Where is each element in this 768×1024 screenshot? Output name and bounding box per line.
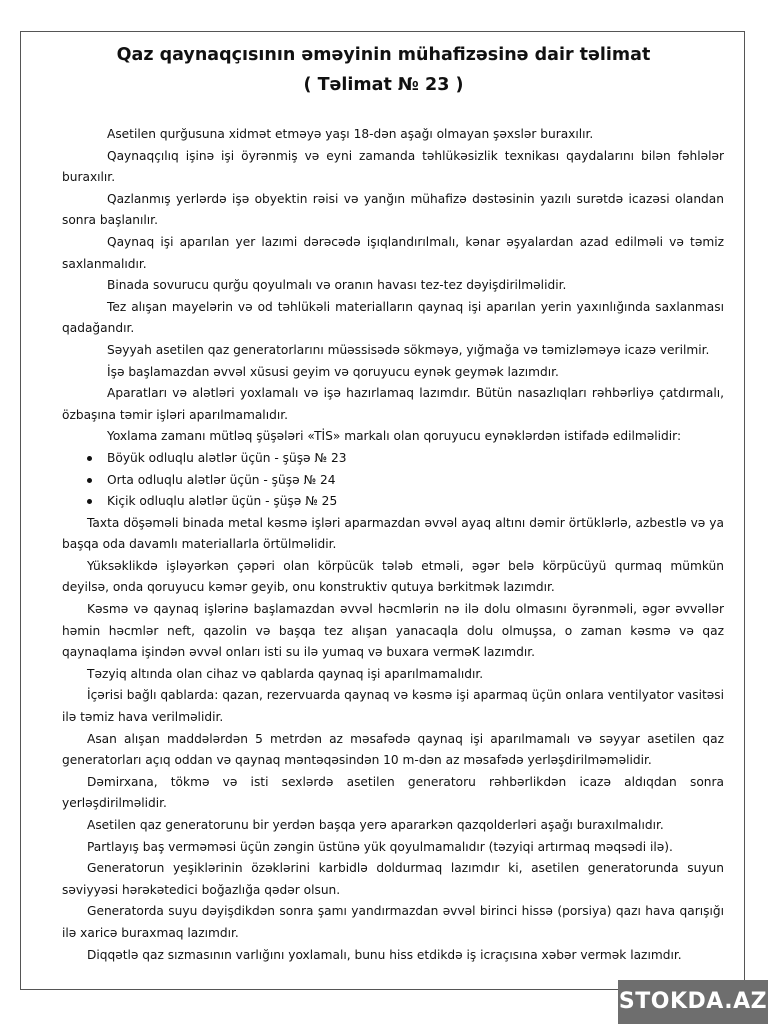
title-line-1: Qaz qaynaqçısının əməyinin mühafizəsinə dair təlimat <box>116 45 651 65</box>
paragraph: Binada sovurucu qurğu qoyulmalı və oranın havası tez-tez dəyişdirilməlidir. <box>107 278 567 293</box>
paragraph: Aparatları və alətləri yoxlamalı və işə hazırlamaq lazımdır. Bütün nasazlıqları rəhbərliyə çatdırmalı, özbaşına təmir işləri aparılmamalıdır. <box>62 386 724 422</box>
paragraph: Asan alışan maddələrdən 5 metrdən az məsafədə qaynaq işi aparılmamalı və səyyar asetilen qaz generatorları açıq oddan və qaynaq məntəqəsindən 10 m-dən az məsafədə yerləşdirilməməlidir. <box>62 731 724 768</box>
paragraph: Tez alışan mayelərin və od təhlükəli materialların qaynaq işi aparılan yerin yaxınlığında saxlanması qadağandır. <box>62 299 724 336</box>
watermark-logo: STOKDA.AZ <box>618 980 768 1024</box>
list-item: Böyük odluqlu alətlər üçün - şüşə № 23 <box>107 448 724 470</box>
paragraph: Dəmirxana, tökmə və isti sexlərdə asetilen generatoru rəhbərlikdən icazə aldıqdan sonra yerləşdirilməlidir. <box>62 774 724 811</box>
paragraph: Qaynaq işi aparılan yer lazımi dərəcədə işıqlandırılmalı, kənar əşyalardan azad edilməli və təmiz saxlanmalıdır. <box>62 234 724 271</box>
glass-list <box>62 448 724 513</box>
paragraph: Yüksəklikdə işləyərkən çəpəri olan körpücük tələb etməli, əgər belə körpücüyü qurmaq mümkün deyilsə, onda qoruyucu kəmər geyib, onu konstruktiv qutuya bərkitmək lazımdır. <box>62 558 724 595</box>
paragraph: Qaynaqçılıq işinə işi öyrənmiş və eyni zamanda təhlükəsizlik texnikası qaydalarını bilən fəhlələr buraxılır. <box>62 148 724 185</box>
document-body <box>62 124 724 966</box>
title-line-2: ( Təlimat № 23 ) <box>303 75 464 95</box>
paragraph: Qazlanmış yerlərdə işə obyektin rəisi və yanğın mühafizə dəstəsinin yazılı surətdə icazəsi olandan sonra başlanılır. <box>62 191 724 228</box>
paragraph: İşə başlamazdan əvvəl xüsusi geyim və qoruyucu eynək geymək lazımdır. <box>107 364 559 379</box>
document-title <box>22 40 745 100</box>
paragraph: Partlayış baş verməməsi üçün zəngin üstünə yük qoyulmamalıdır (təzyiqi artırmaq məqsədi ilə). <box>87 839 673 854</box>
paragraph: Təzyiq altında olan cihaz və qablarda qaynaq işi aparılmamalıdır. <box>87 666 484 681</box>
list-item: Orta odluqlu alətlər üçün - şüşə № 24 <box>107 470 724 492</box>
paragraph: Generatorun yeşiklərinin özəklərini karbidlə doldurmaq lazımdır ki, asetilen generatorunda suyun səviyyəsi hərəkətedici boğazlığa qədər olsun. <box>62 861 724 897</box>
paragraph: Generatorda suyu dəyişdikdən sonra şamı yandırmazdan əvvəl birinci hissə (porsiya) qazı hava qarışığı ilə xaricə buraxmaq lazımdır. <box>62 904 724 940</box>
paragraph: Asetilen qurğusuna xidmət etməyə yaşı 18-dən aşağı olmayan şəxslər buraxılır. <box>107 127 594 141</box>
paragraph: Yoxlama zamanı mütləq şüşələri «TİS» markalı olan qoruyucu eynəklərdən istifadə edilməlidir: <box>107 429 682 444</box>
list-item: Kiçik odluqlu alətlər üçün - şüşə № 25 <box>107 491 724 513</box>
paragraph: Diqqətlə qaz sızmasının varlığını yoxlamalı, bunu hiss etdikdə iş icraçısına xəbər vermək lazımdır. <box>87 947 682 962</box>
paragraph: Asetilen qaz generatorunu bir yerdən başqa yerə apararkən qazqolderləri aşağı buraxılmalıdır. <box>87 818 664 832</box>
paragraph: İçərisi bağlı qablarda: qazan, rezervuarda qaynaq və kəsmə işi aparmaq üçün onlara ventilyator vasitəsi ilə təmiz hava verilməlidir. <box>62 688 724 725</box>
paragraph: Səyyah asetilen qaz generatorlarını müəssisədə sökməyə, yığmağa və təmizləməyə icazə verilmir. <box>107 342 710 357</box>
paragraph: Taxta döşəməli binada metal kəsmə işləri aparmazdan əvvəl ayaq altını dəmir örtüklərlə, azbestlə və ya başqa oda davamlı materiallarla örtülməlidir. <box>62 515 724 552</box>
paragraph: Kəsmə və qaynaq işlərinə başlamazdan əvvəl həcmlərin nə ilə dolu olmasını öyrənməli, əgər əvvəllər həmin həcmlər neft, qazolin və başqa tez alışan yanacaqla dolu olmuşsa, o zaman kəsmə və qaz qaynaqlama işindən əvvəl onları isti su ilə yumaq və buxara verməK lazımdır. <box>62 602 724 660</box>
